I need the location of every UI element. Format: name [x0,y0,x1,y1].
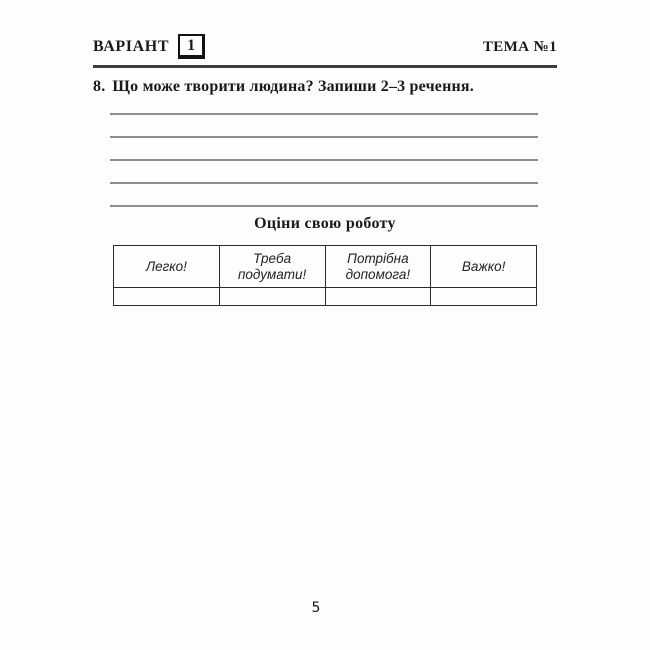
evaluation-title: Оціни свою роботу [254,215,396,232]
writing-line [110,136,538,138]
eval-answer-cell-hard [431,288,537,306]
eval-option-easy: Легко! [114,246,220,288]
variant-number-box [178,34,205,59]
eval-answer-cell-need-to-think [219,288,325,306]
eval-answer-cell-easy [114,288,220,306]
page-number: 5 [311,600,321,616]
header-rule [93,65,557,68]
question [93,78,563,96]
theme-label: ТЕМА №1 [482,39,557,55]
variant-label: ВАРІАНТ [93,37,170,55]
writing-line [110,205,538,207]
question-text: Що може творити людина? Запиши 2–3 речення. [112,78,474,95]
eval-option-hard: Важко! [431,246,537,288]
eval-option-need-help: Потрібна допомога! [325,246,431,288]
eval-option-need-to-think: Треба подумати! [219,246,325,288]
evaluation-table [113,245,537,306]
eval-answer-cell-need-help [325,288,431,306]
evaluation-header-row [114,246,537,288]
evaluation-answer-row [114,288,537,306]
variant-block [93,34,205,59]
writing-line [110,113,538,115]
question-number: 8. [93,78,106,95]
writing-lines [110,113,538,228]
writing-line [110,182,538,184]
writing-line [110,159,538,161]
variant-number: 1 [187,36,196,54]
